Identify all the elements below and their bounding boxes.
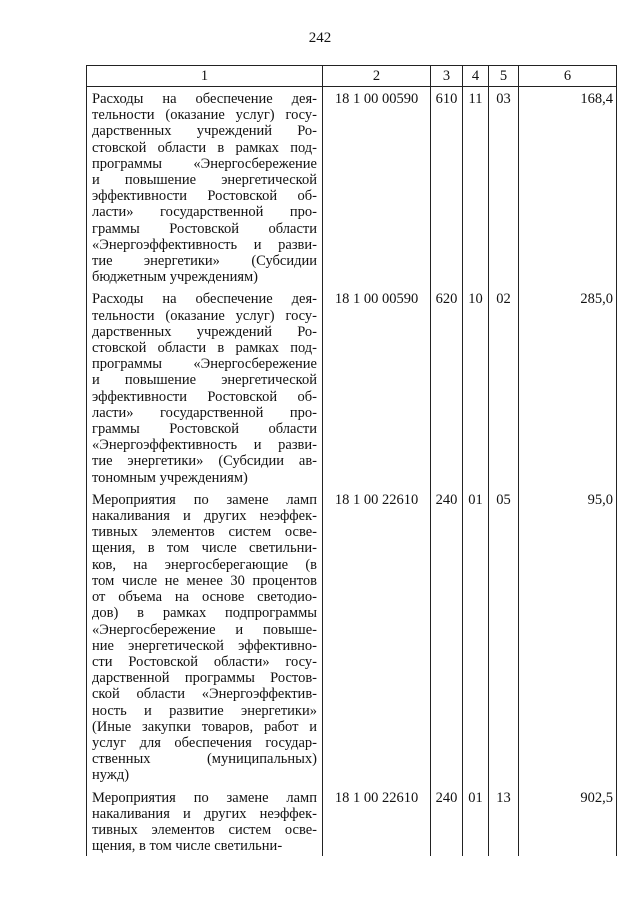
description-line: бюджетным учреждениям) [92,269,259,286]
description-line: накаливания и других неэффек- [92,508,317,525]
description-line: (Иные закупки товаров, работ и [92,718,317,735]
subsection-code: 03 [489,87,519,288]
description-line: тельности (оказание услуг) госу- [92,307,317,324]
subsection-code: 02 [489,287,519,487]
header-col-1: 1 [87,66,323,87]
budget-table [86,65,617,856]
target-article-code: 18 1 00 00590 [323,287,431,487]
amount-value: 168,4 [519,87,617,288]
description-line: Расходы на обеспечение дея- [92,91,317,107]
subsection-code: 05 [489,488,519,786]
description-line: Расходы на обеспечение дея- [92,291,317,308]
header-col-6: 6 [519,66,617,87]
description-line: сти Ростовской области» госу- [92,653,317,670]
expense-type-code: 240 [431,488,463,786]
amount-value: 285,0 [519,287,617,487]
expense-type-code: 620 [431,287,463,487]
description-line: ской области «Энергоэффектив- [92,686,317,703]
description-line: тивных элементов систем осве- [92,524,317,541]
description-line: щения, в том числе светильни- [92,540,317,557]
description-line: эффективности Ростовской об- [92,188,317,205]
target-article-code: 18 1 00 22610 [323,786,431,857]
table-row [87,786,617,857]
description-line: программы «Энергосбережение [92,356,317,373]
header-col-2: 2 [323,66,431,87]
amount-value: 95,0 [519,488,617,786]
description-line: дарственной программы Ростов- [92,670,317,687]
target-article-code: 18 1 00 00590 [323,87,431,288]
description-line: «Энергоэффективность и разви- [92,437,317,454]
header-col-5: 5 [489,66,519,87]
description-line: граммы Ростовской области [92,220,317,237]
description-line: эффективности Ростовской об- [92,388,317,405]
description-line: тие энергетики» (Субсидии ав- [92,453,317,470]
amount-value: 902,5 [519,786,617,857]
description-line: том числе не менее 30 процентов [92,572,317,589]
expense-description [87,786,323,857]
description-line: «Энергосбережение и повыше- [92,621,317,638]
description-line: услуг для обеспечения государ- [92,734,317,751]
description-line: от объема на основе светодио- [92,589,317,606]
description-line: «Энергоэффективность и разви- [92,236,317,253]
description-line: ние энергетической эффективно- [92,637,317,654]
description-line: накаливания и других неэффек- [92,805,317,822]
description-line: дарственных учреждений Ро- [92,323,317,340]
expense-type-code: 240 [431,786,463,857]
table-row [87,87,617,288]
description-line: и повышение энергетической [92,172,317,189]
description-line: Мероприятия по замене ламп [92,789,317,806]
expense-description [87,488,323,786]
subsection-code: 13 [489,786,519,857]
expense-type-code: 610 [431,87,463,288]
section-code: 11 [463,87,489,288]
header-col-4: 4 [463,66,489,87]
description-line: Мероприятия по замене ламп [92,491,317,508]
description-line: и повышение энергетической [92,372,317,389]
header-row [87,66,617,87]
description-line: тие энергетики» (Субсидии [92,253,317,270]
table-row [87,287,617,487]
expense-description [87,87,323,288]
expense-description [87,287,323,487]
description-line: ность и развитие энергетики» [92,702,317,719]
description-line: ственных (муниципальных) [92,751,317,768]
description-line: тельности (оказание услуг) госу- [92,107,317,124]
description-line: тономным учреждениям) [92,469,248,486]
description-line: программы «Энергосбережение [92,155,317,172]
description-line: ков, на энергосберегающие (в [92,556,317,573]
section-code: 01 [463,488,489,786]
target-article-code: 18 1 00 22610 [323,488,431,786]
header-col-3: 3 [431,66,463,87]
description-line: стовской области в рамках под- [92,340,317,357]
description-line: нужд) [92,767,130,784]
description-line: дов) в рамках подпрограммы [92,605,317,622]
description-line: ласти» государственной про- [92,404,317,421]
table-row [87,488,617,786]
page-number: 242 [308,30,332,46]
description-line: граммы Ростовской области [92,421,317,438]
description-line: тивных элементов систем осве- [92,821,317,838]
description-line: щения, в том числе светильни- [92,838,283,855]
section-code: 10 [463,287,489,487]
description-line: дарственных учреждений Ро- [92,123,317,140]
description-line: ласти» государственной про- [92,204,317,221]
description-line: стовской области в рамках под- [92,139,317,156]
section-code: 01 [463,786,489,857]
